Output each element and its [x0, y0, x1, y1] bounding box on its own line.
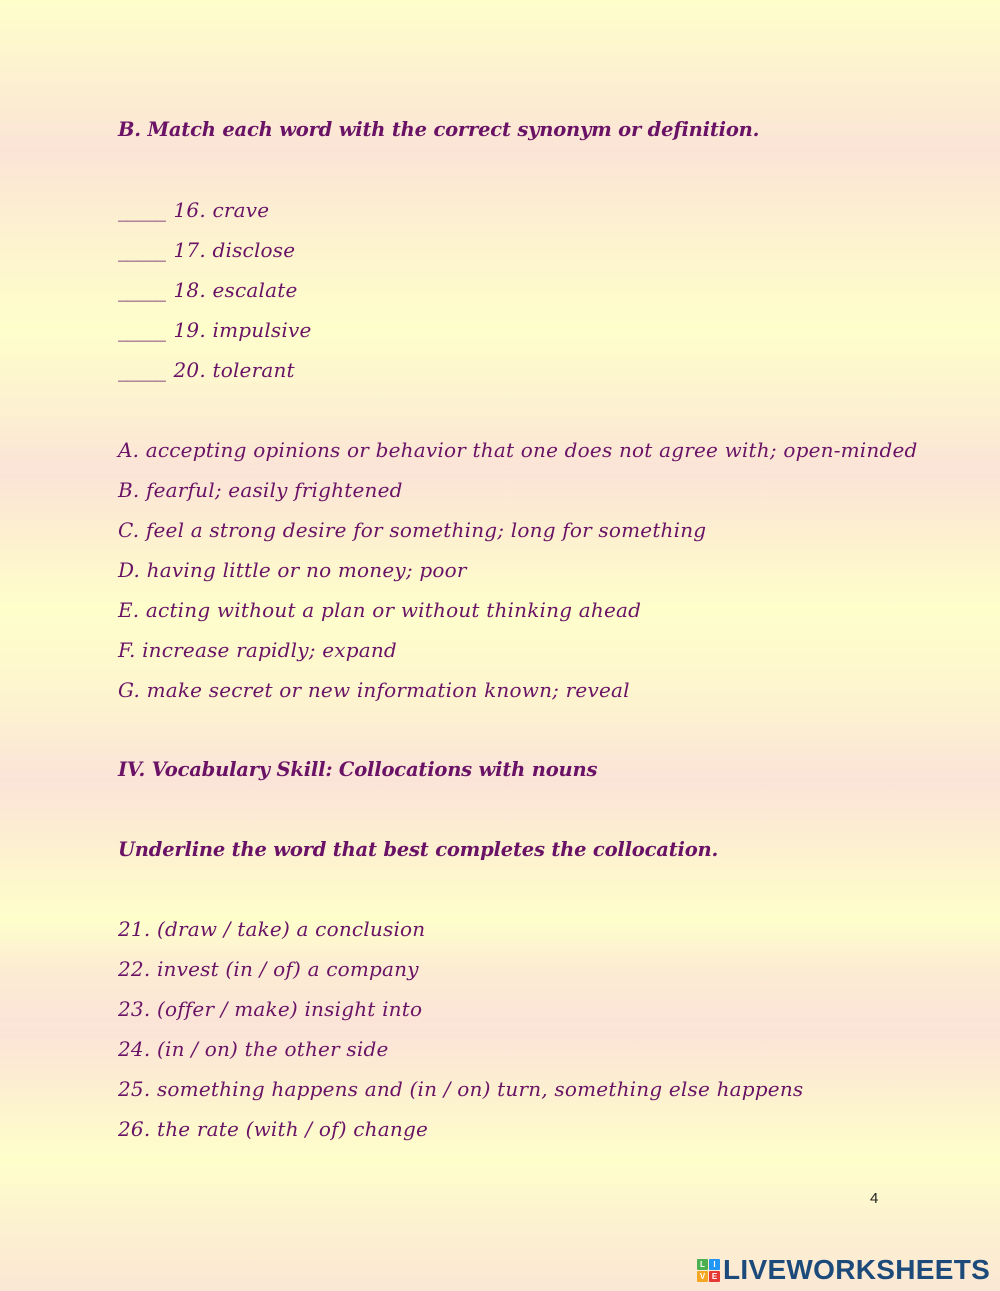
word-item [118, 238, 295, 262]
word-number: 18. [173, 278, 206, 302]
logo-text: LIVEWORKSHEETS [723, 1254, 991, 1285]
collocation-item[interactable]: 23. (offer / make) insight into [118, 997, 423, 1021]
logo-letter-l: L [697, 1259, 708, 1270]
word-text: impulsive [212, 318, 312, 342]
word-item [118, 318, 312, 342]
word-text: crave [212, 198, 270, 222]
logo-letter-v: V [697, 1271, 708, 1282]
collocation-item[interactable]: 26. the rate (with / of) change [118, 1117, 429, 1141]
word-item [118, 358, 295, 382]
word-text: disclose [212, 238, 296, 262]
collocation-item[interactable]: 22. invest (in / of) a company [118, 957, 419, 981]
word-number: 19. [173, 318, 206, 342]
definition-item: E. acting without a plan or without thinking ahead [118, 598, 642, 622]
section-b-heading: B. Match each word with the correct synonym or definition. [118, 118, 760, 141]
definition-item: B. fearful; easily frightened [118, 478, 403, 502]
word-number: 16. [173, 198, 206, 222]
definition-item: D. having little or no money; poor [118, 558, 467, 582]
answer-blank[interactable]: _____ [118, 318, 166, 342]
word-number: 17. [173, 238, 206, 262]
logo-letter-e: E [709, 1271, 720, 1282]
definition-item: A. accepting opinions or behavior that one does not agree with; open-minded [118, 438, 918, 462]
section-iv-instruction: Underline the word that best completes the collocation. [118, 838, 719, 861]
liveworksheets-logo[interactable] [697, 1256, 990, 1284]
collocation-item[interactable]: 21. (draw / take) a conclusion [118, 917, 426, 941]
definition-item: F. increase rapidly; expand [118, 638, 397, 662]
answer-blank[interactable]: _____ [118, 238, 166, 262]
word-text: escalate [212, 278, 298, 302]
page-number: 4 [870, 1190, 879, 1207]
word-item [118, 278, 298, 302]
answer-blank[interactable]: _____ [118, 198, 166, 222]
live-blocks-icon [697, 1259, 720, 1282]
definition-item: G. make secret or new information known; reveal [118, 678, 630, 702]
answer-blank[interactable]: _____ [118, 358, 166, 382]
logo-letter-i: I [709, 1259, 720, 1270]
answer-blank[interactable]: _____ [118, 278, 166, 302]
section-iv-heading: IV. Vocabulary Skill: Collocations with nouns [118, 758, 598, 781]
collocation-item[interactable]: 24. (in / on) the other side [118, 1037, 389, 1061]
word-number: 20. [173, 358, 206, 382]
word-item [118, 198, 269, 222]
definition-item: C. feel a strong desire for something; long for something [118, 518, 707, 542]
word-text: tolerant [212, 358, 295, 382]
collocation-item[interactable]: 25. something happens and (in / on) turn, something else happens [118, 1077, 804, 1101]
